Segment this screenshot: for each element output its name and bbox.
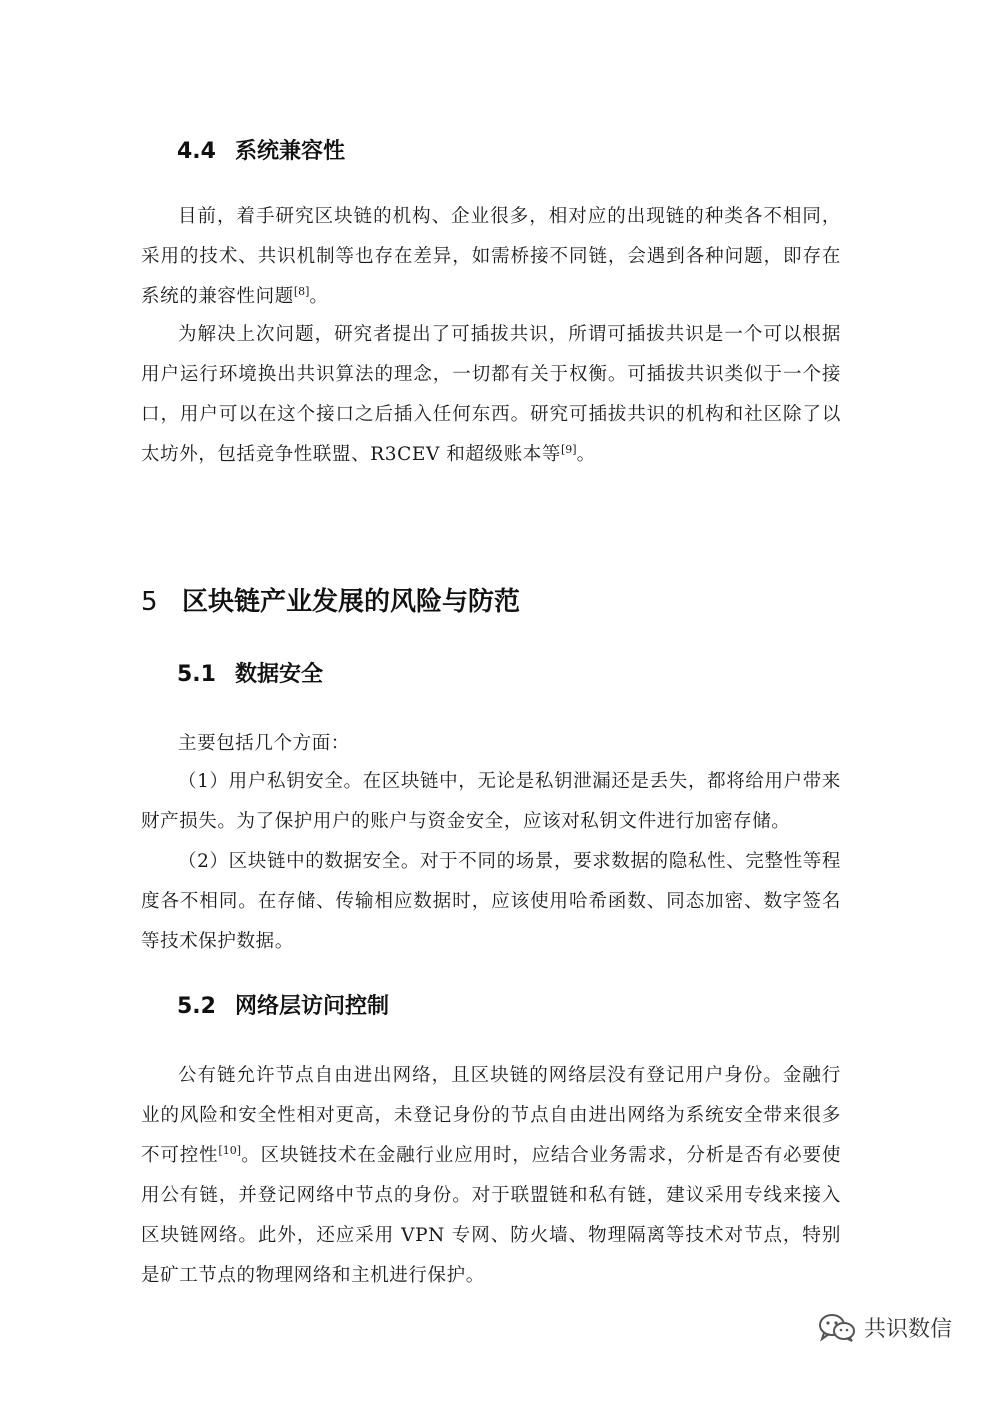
citation: [8] <box>293 285 310 298</box>
section-title: 数据安全 <box>235 662 324 687</box>
list-item-2: （2）区块链中的数据安全。对于不同的场景，要求数据的隐私性、完整性等程度各不相同。在存储、传输相应数据时，应该使用哈希函数、同态加密、数字签名等技术保护数据。 <box>141 851 841 952</box>
section-5-1-heading <box>177 660 323 690</box>
paragraph-text: 为解决上次问题，研究者提出了可插拔共识，所谓可插拔共识是一个可以根据用户运行环境换出共识算法的理念，一切都有关于权衡。可插拔共识类似于一个接口，用户可以在这个接口之后插入任何东西。研究可插拔共识的机构和社区除了以太坊外，包括竞争性联盟、R3CEV 和超级账本等 <box>141 324 841 465</box>
section-5-2-heading <box>177 992 389 1022</box>
paragraph-text: 公有链允许节点自由进出网络，且区块链的网络层没有登记用户身份。金融行业的风险和安全性相对更高，未登记身份的节点自由进出网络为系统安全带来很多不可控性 <box>141 1065 841 1166</box>
watermark <box>818 1312 952 1343</box>
wechat-icon <box>818 1313 856 1343</box>
section-title: 系统兼容性 <box>235 139 346 164</box>
paragraph-text: 。 <box>576 444 596 465</box>
section-4-4-heading <box>177 137 345 167</box>
paragraph <box>141 315 841 475</box>
citation: [10] <box>218 1144 242 1157</box>
chapter-5-heading <box>141 584 520 620</box>
paragraph-intro: 主要包括几个方面： <box>178 733 350 754</box>
citation: [9] <box>561 443 577 456</box>
paragraph <box>141 197 841 317</box>
chapter-title: 区块链产业发展的风险与防范 <box>182 587 521 617</box>
list-item-1: （1）用户私钥安全。在区块链中，无论是私钥泄漏还是丢失，都将给用户带来财产损失。为了保护用户的账户与资金安全，应该对私钥文件进行加密存储。 <box>141 771 841 832</box>
watermark-text: 共识数信 <box>864 1317 953 1342</box>
section-title: 网络层访问控制 <box>235 994 390 1019</box>
section-number: 5.2 <box>177 994 216 1019</box>
paragraph-text: 目前，着手研究区块链的机构、企业很多，相对应的出现链的种类各不相同，采用的技术、共识机制等也存在差异，如需桥接不同链，会遇到各种问题，即存在系统的兼容性问题 <box>141 206 841 307</box>
chapter-number: 5 <box>141 587 158 617</box>
section-number: 4.4 <box>177 139 216 164</box>
paragraph <box>141 1056 841 1296</box>
section-number: 5.1 <box>177 662 216 687</box>
paragraph-text: 。 <box>309 286 329 307</box>
paragraph-text: 。区块链技术在金融行业应用时，应结合业务需求，分析是否有必要使用公有链，并登记网络中节点的身份。对于联盟链和私有链，建议采用专线来接入区块链网络。此外，还应采用 VPN 专网、防火墙、物理隔离等技术对节点，特别是矿工节点的物理网络和主机进行保护。 <box>141 1145 841 1286</box>
